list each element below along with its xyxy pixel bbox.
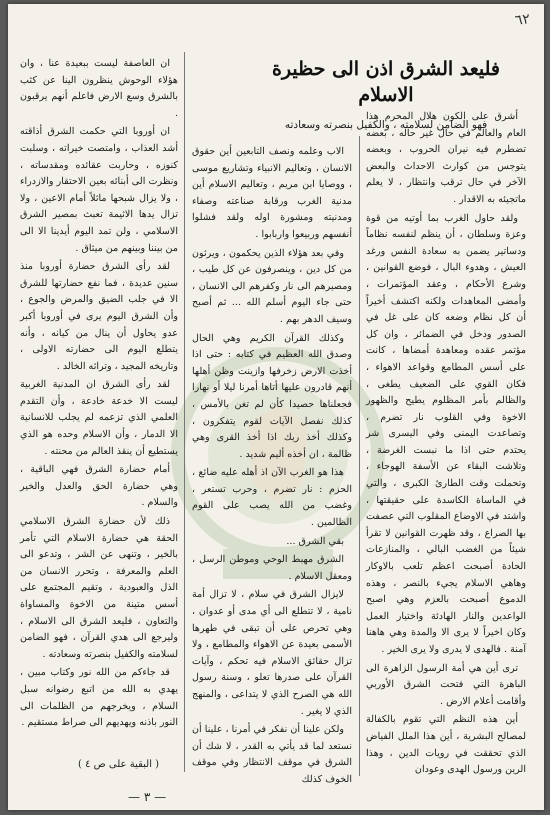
handwritten-page-note: ٦٢ bbox=[513, 11, 532, 29]
paragraph: ولكن علينا أن نفكر في أمرنا ، علينا أن نستعد لما قد يأتي به القدر ، لا شك أن الشرق في موقف الانتظار وفي موقف الخوف كذلك bbox=[192, 724, 352, 785]
article-column-right bbox=[366, 109, 526, 779]
article-column-left bbox=[20, 56, 178, 746]
headline: فليعد الشرق اذن الى حظيرة الاسلام bbox=[271, 58, 501, 106]
paragraph: وفي بعد هؤلاء الذين يحكمون ، ويرثون من كل دين ، وينصرفون عن كل طيب ، ومصيرهم الى نار وكفرهم الى الانسان ، حتى جاء اليوم أسلم الله ... ثم أصبح وسيف الدهر بهم . bbox=[192, 247, 352, 325]
paragraph: ولقد حاول الغرب بما أوتيه من قوة وعزة وسلطان ، أن ينظم لنفسه نظاماً ودساتير يضمن به سعادة النفس ورغد العيش ، وهدوء البال ، فوضع القوانين ، وشرع الأحكام ، وعقد المؤتمرات ، وأمضى المعاهدات ولكنه اكتشف أخيراً أن كل نظام وضعه كان على غل في الصدور ودخل في الضمائر ، وان كل مؤتمر عقده ومعاهدة أمضاها ، كانت على أسس المطامع وقواعد الاهواء ، فكان القوي على الضعيف يطغى ، والظالم بأمر المظلوم يطيح والظهور الاخوة وفي القلوب نار تضرم ، وتصاعدت اليمنى وفي اليسرى شر يحتدم حتى اذا ما نبست الغرضة ، وتلاشت البقاء عن الأسفة الهوجاء ، وتحملت وقت الطارئ الكبرى ، والتي في الماساة الكاسدة على حقيقتها ، واشتد في الاوضاع المقلوب التي عصفت بها الصراع ، وقد ظهرت القوانين لا تقرأ شيئاً من الغضب البالي ، والمنازعات الحادة أصبحت اعظم تلعب بالاوكار وهاهي الاسلام يجيء بالنصر ، وهذه الدموع أصبحت بالعزم وهي اصبح الواعدين والنار الهادئة واختيار العمل وكان اخيراً لا يرى الا والمدة وهي هاهنا آمنة . فالهدى لا يدرى ولا يرى الخير . bbox=[366, 212, 526, 655]
paragraph: وكذلك القرآن الكريم وهي الحال وصدق الله العظيم في كتابه : حتى اذا أخذت الارض زخرفها وازينت وظن أهلها أنهم قادرون عليها أتاها أمرنا ليلا أو نهارا فجعلناها حصيدا كأن لم تغن بالأمس ، كذلك نفصل الآيات لقوم يتفكرون ، وكذلك أخذ ربك اذا أخذ القرى وهي ظالمة ، ان أخذه أليم شديد . bbox=[192, 332, 352, 460]
subheadline: فهو الضامن لسلامته ، والكفيل بنصرته وسعادته bbox=[284, 119, 488, 131]
paragraph: ذلك لأن حضارة الشرق الاسلامي الحقة هي حضارة الاسلام التي تأمر بالخير ، وتنهى عن الشر ، وتدعو الى العلم والمعرفة ، وتحرر الانسان من الذل والعبودية ، وتقيم المجتمع على أسس متينة من الاخوة والمساواة والتعاون ، فليعد الشرق الى الاسلام ، وليرجع الى هدي القرآن ، فهو الضامن لسلامته والكفيل بنصرته وسعادته . bbox=[20, 516, 178, 660]
paragraph: الشرق مهبط الوحي وموطن الرسل ، ومعقل الاسلام . bbox=[192, 554, 352, 582]
paragraph: ان أوروبا التي حكمت الشرق أذاقته أشد العذاب ، وامتصت خيراته ، وسلبت كنوزه ، وحاربت عقائده ومقدساته ، ونظرت الى أبنائه بعين الاحتقار والازدراء ، ولا يزال شبحها ماثلاً أمام الاعين ، ولا تزال يدها الاثيمة تعبث بمصير الشرق الاسلامي ، ولن تمد اليوم أيدينا الا الى من بيننا وبينهم من ميثاق . bbox=[20, 126, 178, 254]
paragraph: قد جاءكم من الله نور وكتاب مبين ، يهدي به الله من اتبع رضوانه سبل السلام ، ويخرجهم من الظلمات الى النور باذنه ويهديهم الى صراط مستقيم . bbox=[20, 667, 178, 729]
paragraph: بقي الشرق ... bbox=[286, 535, 344, 547]
paragraph: لقد رأى الشرق ان المدنية الغربية ليست الا خدعة خادعة ، وأن التقدم العلمي الذي تزعمه لم يجلب للانسانية الا الدمار ، وأن الاسلام وحده هو الذي يستطيع أن ينقذ العالم من محنته . bbox=[20, 379, 178, 457]
article-column-middle bbox=[192, 144, 352, 785]
paragraph: لايزال الشرق في سلام ، لا تزال أمة نامية ، لا تتطلع الى أي مدى أو عدوان ، وهي تحرص على أن تبقى في طهرها الأسمى بعيدة عن الاهواء والمطامع ، ولا تزال حقائق الاسلام فيه تحكم ، وآيات القرآن على صدرها تعلو ، وسنة رسول الله هي الصرح الذي لا يتداعى ، والمنهج الذي لا يغير . bbox=[192, 589, 352, 717]
paragraph: هذا هو الغرب الآن اذ أهله عليه ضائع ، الحزم : نار تضرم ، وحرب تستعر ، وغضب من الله يصب على القوم الظالمين . bbox=[192, 467, 352, 529]
column-divider bbox=[359, 136, 360, 776]
paragraph: ان العاصفة ليست ببعيدة عنا ، وان هؤلاء الوحوش ينظرون الينا عن كثب بالشرق وسع الارض فاعلم أنهم يرقبون . bbox=[20, 58, 178, 119]
paragraph: أشرق على الكون هلال المحرم هذا العام والعالم في حال غير حاله ، بعضه تضطرم فيه نيران الحروب ، وبعضه يتوجس من كوارث الاحداث والبعض الآخر في حال ترقب وانتظار ، لا يعلم ماتجيئه به الاقدار . bbox=[366, 111, 526, 205]
paragraph: لقد رأى الشرق حضارة أوروبا منذ سنين عديدة ، فما نفع حضارتها للشرق الا في جلب الضيق والمرض والجوع ، وأن الشرق اليوم يرى في أوروبا أكبر عدو يحاول أن ينال من كيانه ، وأنه يتطلع اليوم الى حضارته الاولى ، وتاريخه المجيد ، وتراثه الخالد . bbox=[20, 261, 178, 372]
continued-note: ( البقية على ص ٤ ) bbox=[78, 759, 160, 770]
paragraph: أين هذه النظم التي تقوم بالكفالة لمصالح البشرية ، أين هذا الملل الفياض الذي تحققت في رويات الدين ، وهذا الرين ورسول الهدى وعودان bbox=[366, 714, 526, 776]
page-number: — ٣ — bbox=[128, 790, 167, 804]
newspaper-page bbox=[8, 4, 544, 810]
paragraph: أمام حضارة الشرق فهي الباقية ، وهي حضارة الحق والعدل والخير والسلام . bbox=[20, 464, 178, 509]
column-divider bbox=[184, 52, 185, 772]
paragraph: ترى أين هي أمة الرسول الزاهرة الى الباهرة التي فتحت الشرق الأوربي وأقامت أعلام الارض . bbox=[366, 662, 526, 707]
paragraph: الاب وعلمه ونصف التابعين أين حقوق الانسان ، وتعاليم الانبياء وتشاريع موسى ، ووصايا ابن مريم ، وتعاليم الاسلام أين مدنية الغرب ورقابة صناعته وصفاء ومدنيته ومشورة اوله ولقد فشلوا أنفسهم وربيعوا واربابوا . bbox=[192, 146, 352, 240]
